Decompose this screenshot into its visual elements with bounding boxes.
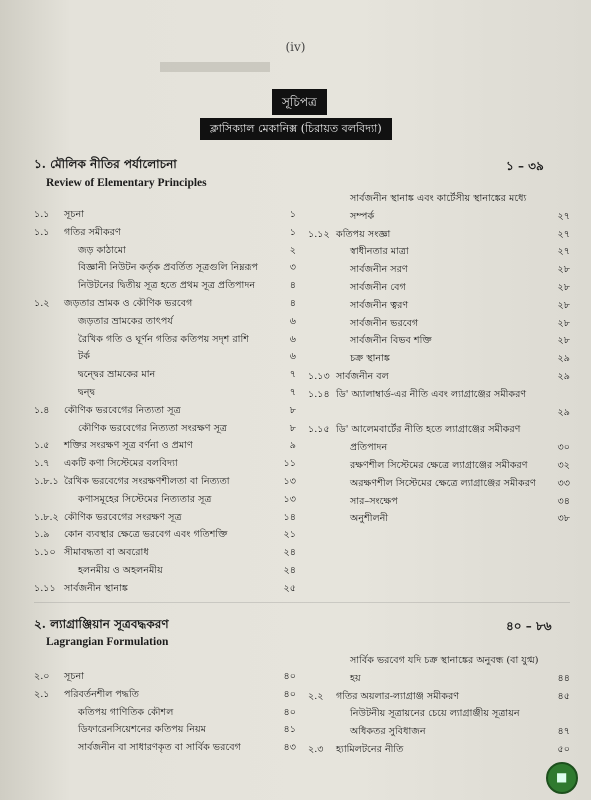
toc-entry-page: ২৭ xyxy=(557,246,570,258)
toc-row xyxy=(308,386,570,404)
book-icon: ■ xyxy=(556,770,568,784)
toc-entry-page: ৮ xyxy=(289,422,296,434)
toc-entry-title: অরক্ষণশীল সিস্টেমের ক্ষেত্রে ল্যাগ্রাঞ্জের সমীকরণ xyxy=(350,477,536,489)
toc-entry-page: ১১ xyxy=(283,458,296,470)
toc-row xyxy=(308,261,570,279)
toc-entry-title: টর্ক xyxy=(78,351,90,363)
toc-entry-page: ২৮ xyxy=(557,281,570,293)
toc-entry-page: ৪০ xyxy=(283,671,296,682)
toc-entry-title: কণাসমূহের সিস্টেমের নিত্যতার সূত্র xyxy=(78,493,212,505)
toc-entry-title: কতিপয় গাণিতিক কৌশল xyxy=(78,706,174,718)
toc-row xyxy=(308,510,570,528)
toc-entry-title: কতিপয় সংজ্ঞা xyxy=(336,228,391,240)
toc-row xyxy=(308,493,570,511)
toc-entry-number: ২.২ xyxy=(308,690,324,702)
toc-entry-number: ১.২ xyxy=(34,297,50,309)
toc-row xyxy=(34,686,296,704)
toc-entry-title: সার্বজনীন স্থানাঙ্ক এবং কার্টেসীয় স্থানাঙ্কের মধ্যে xyxy=(350,193,527,204)
toc-entry-number: ২.৩ xyxy=(308,743,324,755)
toc-left-column-1 xyxy=(34,206,296,598)
toc-entry-page: ১৩ xyxy=(283,493,296,505)
toc-entry-number: ১.১১ xyxy=(34,582,56,594)
toc-row xyxy=(34,562,296,580)
toc-entry-title: কৌণিক ভরবেগের নিত্যতা সংরক্ষণ সূত্র xyxy=(78,422,227,434)
toc-row xyxy=(34,259,296,277)
toc-entry-number: ১.১৪ xyxy=(308,388,330,400)
toc-row xyxy=(308,243,570,261)
toc-entry-number: ১.১ xyxy=(34,209,50,220)
toc-entry-page: ২৪ xyxy=(283,564,296,576)
toc-entry-title: পরিবর্তনশীল পদ্ধতি xyxy=(64,688,139,700)
toc-entry-number: ১.১৫ xyxy=(308,424,330,436)
toc-row xyxy=(308,670,570,688)
toc-entry-title: জড় কাঠামো xyxy=(78,244,126,256)
toc-entry-number: ১.১০ xyxy=(34,547,56,559)
toc-entry-page: ১ xyxy=(289,226,296,238)
faded-heading-bleedthrough xyxy=(160,62,270,72)
toc-row xyxy=(308,404,570,422)
toc-entry-title: সূচনা xyxy=(64,209,85,220)
toc-entry-number: ১.৪ xyxy=(34,404,50,416)
section-2-title: ২. ল্যাগ্রাঞ্জিয়ান সূত্রবদ্ধকরণ xyxy=(34,617,169,631)
toc-entry-page: ৪৫ xyxy=(557,690,570,702)
toc-entry-title: কৌণিক ভরবেগের সংরক্ষণ সূত্র xyxy=(64,511,182,523)
toc-entry-title: রৈখিক গতি ও ঘূর্ণন গতির কতিপয় সদৃশ রাশি xyxy=(78,333,249,345)
toc-row xyxy=(34,242,296,260)
toc-entry-number: ১.৮.২ xyxy=(34,511,59,523)
toc-row xyxy=(34,544,296,562)
toc-entry-title: সার্বজনীন বল xyxy=(336,370,389,382)
toc-entry-title: সূচনা xyxy=(64,671,85,682)
toc-row xyxy=(34,455,296,473)
toc-entry-page: ২৮ xyxy=(557,317,570,329)
toc-entry-title: জড়তার ভ্রামক ও কৌণিক ভরবেগ xyxy=(64,297,193,309)
toc-row xyxy=(308,208,570,226)
toc-entry-title: সার্বজনীন বিভব শক্তি xyxy=(350,335,432,347)
toc-entry-title: একটি কণা সিস্টেমের বলবিদ্যা xyxy=(64,458,178,470)
section-1-title-en: Review of Elementary Principles xyxy=(46,177,207,189)
toc-row xyxy=(34,437,296,455)
toc-entry-number: ১.৫ xyxy=(34,440,50,452)
toc-row xyxy=(308,652,570,670)
toc-entry-page: ২৮ xyxy=(557,335,570,347)
toc-entry-title: নিউটনের দ্বিতীয় সূত্র হতে প্রথম সূত্র প্রতিপাদন xyxy=(78,280,256,292)
toc-row xyxy=(34,402,296,420)
toc-entry-title: সম্পর্ক xyxy=(350,210,375,222)
toc-entry-page: ২৯ xyxy=(557,406,570,418)
section-1-title: ১. মৌলিক নীতির পর্যালোচনা xyxy=(34,157,177,171)
toc-right-column-1 xyxy=(308,190,570,528)
toc-entry-page: ২৫ xyxy=(283,582,296,594)
toc-entry-page: ৭ xyxy=(289,386,296,398)
toc-left-column-2 xyxy=(34,668,296,757)
toc-entry-title: জড়তার ভ্রামকের তাৎপর্য xyxy=(78,315,173,327)
toc-right-column-2 xyxy=(308,652,570,759)
toc-entry-page: ৩২ xyxy=(557,459,570,471)
toc-row xyxy=(34,668,296,686)
toc-entry-page: ২৭ xyxy=(557,210,570,222)
toc-entry-page: ৩৩ xyxy=(557,477,570,489)
toc-entry-title: স্বাধীনতার মাত্রা xyxy=(350,246,409,258)
toc-entry-number: ২.০ xyxy=(34,671,50,682)
toc-entry-page: ১৩ xyxy=(283,475,296,487)
toc-entry-number: ১.৯ xyxy=(34,529,50,541)
toc-entry-page: ৩৪ xyxy=(557,495,570,507)
toc-entry-title: সার্বিক ভরবেগ যদি চক্র স্থানাঙ্কের অনুবন্ধ (বা যুগ্ম) xyxy=(350,655,539,666)
toc-entry-page: ৪ xyxy=(289,280,296,292)
toc-row xyxy=(34,348,296,366)
toc-entry-title: সার্বজনীন সরণ xyxy=(350,264,408,276)
toc-entry-title: দ্বন্দ্ব xyxy=(78,386,96,398)
toc-entry-title: ডিফারেনসিয়েশনের কতিপয় নিয়ম xyxy=(78,724,206,736)
toc-entry-title: গতির সমীকরণ xyxy=(64,226,121,238)
toc-row xyxy=(308,741,570,759)
toc-entry-page: ৪ xyxy=(289,297,296,309)
toc-entry-page: ৫০ xyxy=(557,743,570,755)
toc-entry-page: ২১ xyxy=(283,529,296,541)
toc-entry-title: রৈখিক ভরবেগের সংরক্ষণশীলতা বা নিত্যতা xyxy=(64,475,230,487)
toc-row xyxy=(308,332,570,350)
toc-row xyxy=(34,491,296,509)
toc-entry-title: শক্তির সংরক্ষণ সূত্র বর্ণনা ও প্রমাণ xyxy=(64,440,193,452)
toc-row xyxy=(308,723,570,741)
toc-entry-title: অধিকতর সুবিধাজন xyxy=(350,726,426,738)
toc-row xyxy=(34,509,296,527)
toc-entry-page: ৩৮ xyxy=(557,513,570,525)
toc-entry-page: ৪০ xyxy=(283,688,296,700)
toc-entry-page: ৩০ xyxy=(557,442,570,454)
toc-row xyxy=(308,315,570,333)
toc-entry-page: ২ xyxy=(289,244,296,256)
toc-entry-page: ৪১ xyxy=(283,724,296,736)
toc-entry-page: ৩ xyxy=(289,262,296,274)
toc-entry-page: ৪৩ xyxy=(283,742,296,754)
toc-entry-title: কোন ব্যবস্থার ক্ষেত্রে ভরবেগ এবং গতিশক্তি xyxy=(64,529,228,541)
toc-entry-number: ১.৭ xyxy=(34,458,50,470)
toc-entry-number: ১.১২ xyxy=(308,228,330,240)
toc-entry-title: হয় xyxy=(350,672,361,684)
toc-entry-title: সার–সংক্ষেপ xyxy=(350,495,398,507)
toc-row xyxy=(34,295,296,313)
toc-entry-title: হ্যামিলটনের নীতি xyxy=(336,743,404,755)
toc-entry-title: রক্ষণশীল সিস্টেমের ক্ষেত্রে ল্যাগ্রাঞ্জের সমীকরণ xyxy=(350,459,528,471)
toc-row xyxy=(308,190,570,208)
toc-entry-title: দ্বন্দ্বের ভ্রামকের মান xyxy=(78,369,156,381)
toc-row xyxy=(308,368,570,386)
toc-entry-page: ১ xyxy=(289,209,296,220)
toc-entry-page: ২৮ xyxy=(557,264,570,276)
toc-entry-page: ২৭ xyxy=(557,228,570,240)
toc-entry-page: ৪৭ xyxy=(557,726,570,738)
toc-entry-page: ৬ xyxy=(289,333,296,345)
toc-entry-page: ২৮ xyxy=(557,299,570,311)
toc-entry-title: অনুশীলনী xyxy=(350,513,389,525)
toc-row xyxy=(308,297,570,315)
toc-entry-title: কৌণিক ভরবেগের নিত্যতা সূত্র xyxy=(64,404,181,416)
section-2-range: ৪০ – ৮৬ xyxy=(506,619,552,633)
toc-row xyxy=(34,224,296,242)
toc-entry-page: ৪৪ xyxy=(557,672,570,684)
toc-row xyxy=(308,279,570,297)
toc-entry-page: ২৪ xyxy=(283,547,296,559)
toc-entry-page: ৭ xyxy=(289,369,296,381)
toc-entry-title: সার্বজনীন ত্বরণ xyxy=(350,299,409,311)
toc-row xyxy=(34,704,296,722)
toc-entry-title: ডি' অ্যালাম্বার্ড-এর নীতি এবং ল্যাগ্রাঞ্জের সমীকরণ xyxy=(336,388,527,400)
toc-entry-number: ২.১ xyxy=(34,688,50,700)
subject-heading: ক্লাসিক্যাল মেকানিক্স (চিরায়ত বলবিদ্যা) xyxy=(200,118,392,140)
toc-entry-number: ১.৮.১ xyxy=(34,475,59,487)
toc-entry-page: ১৪ xyxy=(283,511,296,523)
section-2-title-en: Lagrangian Formulation xyxy=(46,636,169,648)
toc-row xyxy=(308,705,570,723)
toc-entry-title: সার্বজনীন বেগ xyxy=(350,281,406,293)
toc-entry-page: ২৯ xyxy=(557,370,570,382)
toc-row xyxy=(34,739,296,757)
toc-row xyxy=(34,526,296,544)
toc-entry-title: বিজ্ঞানী নিউটন কর্তৃক প্রবর্তিত সূত্রগুলি নিম্নরূপ xyxy=(78,262,258,274)
contents-heading: সূচিপত্র xyxy=(272,89,327,115)
toc-entry-page: ৬ xyxy=(289,351,296,363)
toc-row xyxy=(308,226,570,244)
toc-entry-number: ১.১৩ xyxy=(308,370,330,382)
toc-row xyxy=(34,420,296,438)
toc-row xyxy=(308,421,570,439)
toc-row xyxy=(34,313,296,331)
toc-row xyxy=(34,580,296,598)
toc-entry-page: ৪০ xyxy=(283,706,296,718)
toc-row xyxy=(34,384,296,402)
toc-entry-page: ৯ xyxy=(289,440,296,452)
toc-entry-title: ডি' আলেমবার্টের নীতি হতে ল্যাগ্রাঞ্জের সমীকরণ xyxy=(336,424,521,436)
toc-row xyxy=(34,721,296,739)
section-divider xyxy=(34,602,570,603)
toc-row xyxy=(34,473,296,491)
toc-entry-title: সীমাবদ্ধতা বা অবরোধ xyxy=(64,547,149,559)
toc-entry-page: ৮ xyxy=(289,404,296,416)
toc-row xyxy=(308,439,570,457)
toc-entry-page: ২৯ xyxy=(557,353,570,365)
toc-row xyxy=(308,457,570,475)
toc-entry-page: ৬ xyxy=(289,315,296,327)
toc-row xyxy=(308,475,570,493)
toc-entry-title: প্রতিপাদন xyxy=(350,442,388,454)
toc-entry-title: গতির অয়লার-ল্যাগ্রাঞ্জ সমীকরণ xyxy=(336,690,460,702)
toc-row xyxy=(34,366,296,384)
toc-row xyxy=(34,277,296,295)
toc-entry-title: সার্বজনীন ভরবেগ xyxy=(350,317,419,329)
toc-entry-title: সার্বজনীন বা সাধারণকৃত বা সার্বিক ভরবেগ xyxy=(78,742,241,754)
toc-row xyxy=(34,206,296,224)
toc-entry-title: চক্র স্থানাঙ্ক xyxy=(350,353,390,365)
toc-entry-title: সার্বজনীন স্থানাঙ্ক xyxy=(64,582,128,594)
toc-row xyxy=(34,331,296,349)
toc-entry-title: হলনমীয় ও অহলনমীয় xyxy=(78,564,163,576)
page-number: (iv) xyxy=(285,40,306,54)
toc-row xyxy=(308,688,570,706)
toc-entry-title: নিউটনীয় সূত্রায়নের চেয়ে ল্যাগ্রাঞ্জীয় সূত্রায়ন xyxy=(350,708,520,720)
toc-row xyxy=(308,350,570,368)
section-1-range: ১ – ৩৯ xyxy=(506,159,544,173)
toc-entry-number: ১.১ xyxy=(34,226,50,238)
library-logo-badge xyxy=(546,762,578,794)
